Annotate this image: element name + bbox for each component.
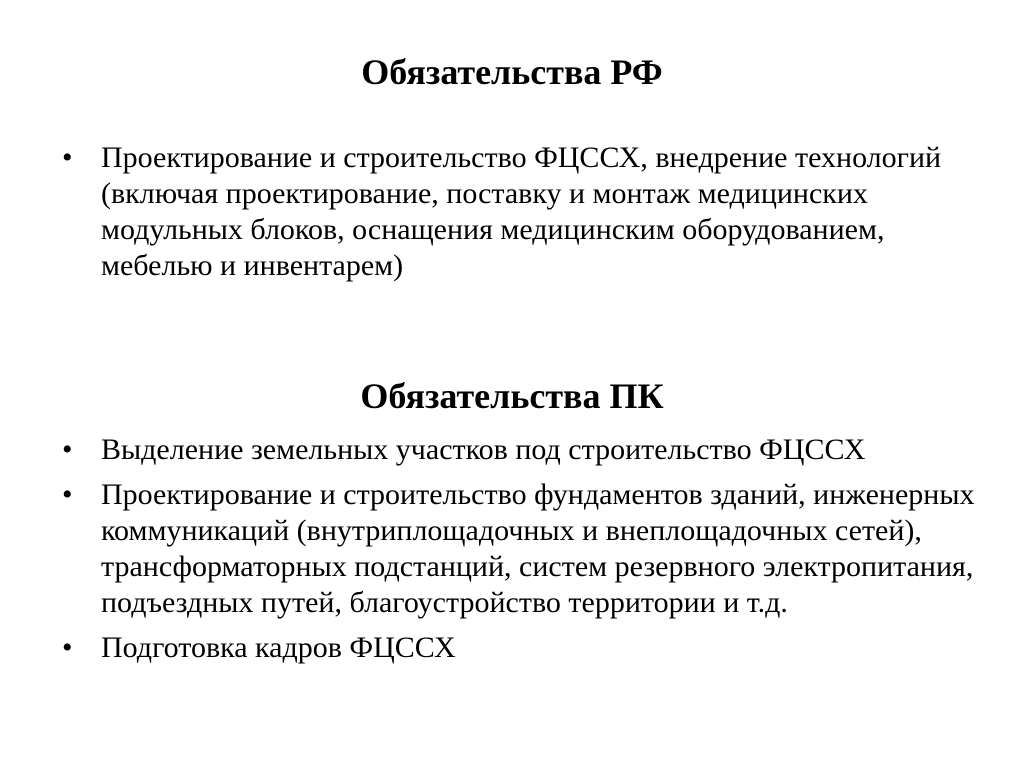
section-pk-obligations — [0, 372, 1024, 675]
bullet-icon: • — [62, 141, 73, 174]
section-rf-obligations — [0, 48, 1024, 293]
bullet-icon: • — [62, 433, 73, 466]
bullet-list-pk — [0, 432, 1024, 666]
list-item — [0, 432, 1024, 468]
list-item-text: Подготовка кадров ФЦССХ — [101, 631, 456, 664]
list-item — [0, 140, 1024, 284]
list-item-text: Проектирование и строительство ФЦССХ, внедрение технологий (включая проектирование, поставку и монтаж медицинских модульных блоков, оснащения медицинским оборудованием, мебелью и инвентарем) — [101, 141, 942, 282]
list-item-text: Проектирование и строительство фундаментов зданий, инженерных коммуникаций (внутриплощадочных и внеплощадочных сетей), трансформаторных подстанций, систем резервного электропитания, подъездных путей, благоустройство территории и т.д. — [101, 478, 975, 619]
bullet-icon: • — [62, 631, 73, 664]
section-title-pk: Обязательства ПК — [360, 376, 664, 416]
bullet-list-rf — [0, 140, 1024, 284]
list-item — [0, 630, 1024, 666]
list-item-text: Выделение земельных участков под строительство ФЦССХ — [101, 433, 866, 466]
section-title-rf: Обязательства РФ — [361, 52, 663, 92]
bullet-icon: • — [62, 478, 73, 511]
list-item — [0, 477, 1024, 621]
